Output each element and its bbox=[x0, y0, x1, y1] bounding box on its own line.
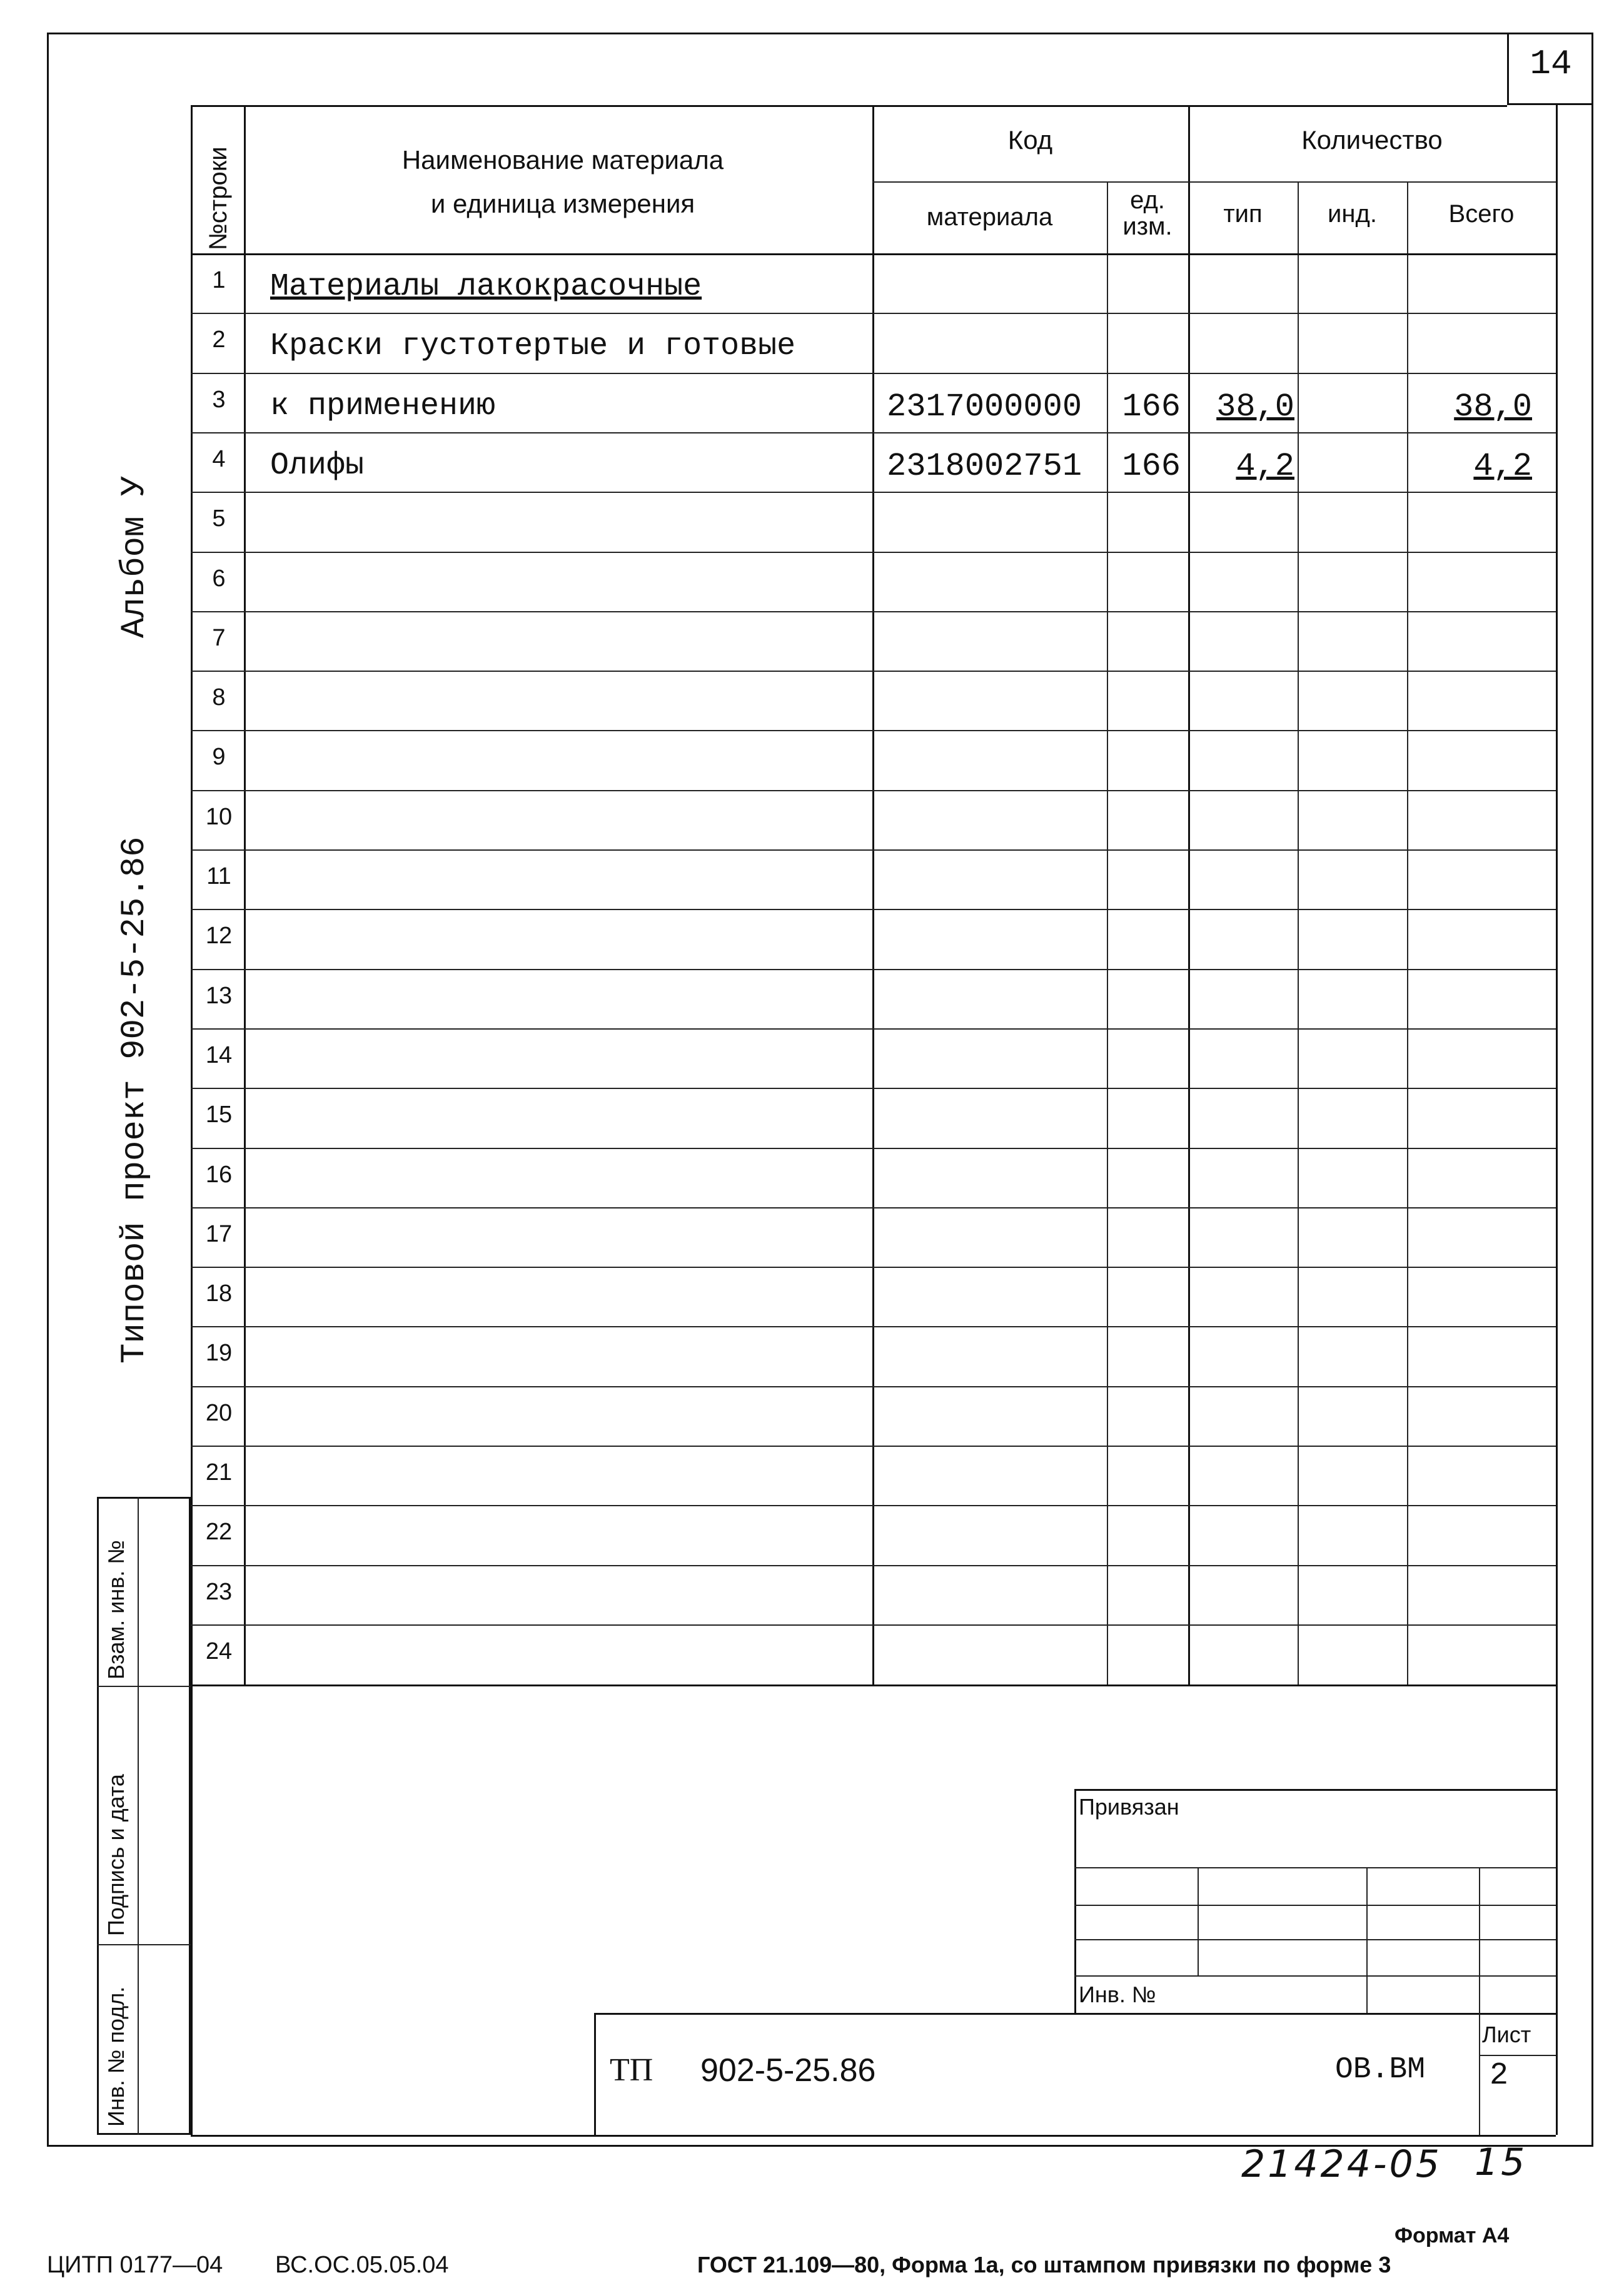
col-ind-right bbox=[1407, 181, 1408, 1685]
privyazan-line1 bbox=[1074, 1867, 1556, 1868]
row-number: 1 bbox=[212, 267, 226, 293]
col-name-right bbox=[872, 105, 874, 1685]
row-number: 13 bbox=[205, 982, 233, 1009]
row-number: 10 bbox=[205, 803, 233, 830]
row-number: 2 bbox=[212, 327, 226, 353]
row-divider bbox=[191, 373, 1556, 374]
row-name: Краски густотертые и готовые bbox=[270, 328, 796, 365]
side-podpis-data: Подпись и дата bbox=[103, 1774, 129, 1936]
side-project: Типовой проект 902-5-25.86 bbox=[116, 836, 154, 1364]
row-number: 16 bbox=[205, 1161, 233, 1188]
privyazan-label: Привязан bbox=[1079, 1794, 1179, 1820]
row-number: 20 bbox=[205, 1399, 233, 1426]
header-kolichestvo: Количество bbox=[1301, 125, 1443, 155]
main-stamp-bottom bbox=[191, 2135, 1556, 2137]
row-number: 12 bbox=[205, 923, 233, 950]
col-rownum-right bbox=[244, 105, 246, 1685]
header-tip: тип bbox=[1223, 200, 1263, 228]
row-divider bbox=[191, 671, 1556, 672]
side-vzam-inv: Взам. инв. № bbox=[103, 1539, 129, 1680]
row-number: 9 bbox=[212, 744, 226, 771]
row-number: 3 bbox=[212, 386, 226, 413]
row-number: 14 bbox=[205, 1041, 233, 1068]
row-number: 21 bbox=[205, 1459, 233, 1486]
stamp-area-top bbox=[191, 1685, 1556, 1686]
row-total: 4,2 bbox=[1473, 447, 1532, 485]
main-frame-left bbox=[191, 105, 193, 2135]
row-divider bbox=[191, 1207, 1556, 1208]
col-tip-right bbox=[1298, 181, 1299, 1685]
header-kod: Код bbox=[1007, 125, 1053, 155]
header-ed-izm-2: изм. bbox=[1122, 213, 1173, 240]
row-divider bbox=[191, 1505, 1556, 1506]
privyazan-line3 bbox=[1074, 1939, 1556, 1940]
row-number: 18 bbox=[205, 1280, 233, 1307]
footer-format: Формат А4 bbox=[1395, 2224, 1510, 2247]
footer-gost: ГОСТ 21.109—80, Форма 1а, со штампом привязки по форме 3 bbox=[697, 2252, 1391, 2277]
row-name: Олифы bbox=[270, 447, 365, 484]
row-number: 6 bbox=[212, 565, 226, 592]
row-divider bbox=[191, 1028, 1556, 1030]
row-divider bbox=[191, 432, 1556, 433]
side-album: Альбом У bbox=[116, 475, 154, 638]
stamp-doc: ТП bbox=[610, 2052, 653, 2088]
privyazan-line2 bbox=[1074, 1905, 1556, 1906]
row-name: Материалы лакокрасочные bbox=[270, 269, 702, 305]
row-divider bbox=[191, 611, 1556, 612]
row-number: 8 bbox=[212, 684, 226, 711]
privyazan-col3 bbox=[1479, 1867, 1480, 2014]
page-number: 14 bbox=[1530, 44, 1572, 84]
row-number: 7 bbox=[212, 624, 226, 651]
side-stamp-divider bbox=[138, 1497, 139, 2135]
footer-left1: ЦИТП 0177—04 bbox=[47, 2252, 223, 2278]
row-divider bbox=[191, 1386, 1556, 1387]
row-code: 2318002751 bbox=[887, 447, 1082, 485]
stamp-doc-number: 902-5-25.86 bbox=[700, 2052, 876, 2089]
row-divider bbox=[191, 1267, 1556, 1268]
row-number: 19 bbox=[205, 1340, 233, 1367]
row-number: 4 bbox=[212, 445, 226, 472]
header-vsego: Всего bbox=[1448, 200, 1515, 228]
stamp-mark: ОВ.ВМ bbox=[1335, 2053, 1426, 2087]
row-number: 11 bbox=[206, 863, 231, 889]
footer-left2: ВС.ОС.05.05.04 bbox=[275, 2252, 449, 2278]
stamp-list-label: Лист bbox=[1482, 2022, 1531, 2047]
row-total: 38,0 bbox=[1454, 388, 1532, 425]
row-name: к применению bbox=[270, 388, 496, 424]
col-unit-right bbox=[1188, 105, 1190, 1685]
row-code: 2317000000 bbox=[887, 388, 1082, 425]
row-divider bbox=[191, 1148, 1556, 1149]
row-unit: 166 bbox=[1122, 447, 1181, 485]
row-number: 5 bbox=[212, 505, 226, 532]
row-number: 15 bbox=[205, 1102, 233, 1128]
row-number: 17 bbox=[205, 1220, 233, 1247]
stamp-list-value: 2 bbox=[1490, 2058, 1509, 2094]
header-ind: инд. bbox=[1328, 200, 1377, 228]
row-divider bbox=[191, 1088, 1556, 1089]
privyazan-block bbox=[1074, 1789, 1556, 2014]
main-frame-right bbox=[1556, 105, 1558, 2135]
row-divider bbox=[191, 552, 1556, 553]
row-divider bbox=[191, 492, 1556, 493]
header-ed-izm-1: ед. bbox=[1130, 186, 1165, 214]
row-divider bbox=[191, 1624, 1556, 1626]
main-stamp-list-divider bbox=[1479, 2013, 1480, 2135]
row-number: 23 bbox=[205, 1578, 233, 1605]
row-divider bbox=[191, 1326, 1556, 1327]
row-divider bbox=[191, 730, 1556, 731]
header-name-line2: и единица измерения bbox=[430, 189, 695, 218]
row-divider bbox=[191, 1446, 1556, 1447]
row-divider bbox=[191, 849, 1556, 851]
header-row-no: №строки bbox=[204, 146, 232, 250]
header-name-line1: Наименование материала bbox=[401, 145, 724, 175]
privyazan-line4 bbox=[1074, 1975, 1556, 1977]
row-tip: 4,2 bbox=[1236, 447, 1294, 485]
side-stamp-row1 bbox=[97, 1686, 191, 1687]
row-divider bbox=[191, 1565, 1556, 1566]
row-divider bbox=[191, 790, 1556, 791]
privyazan-col1 bbox=[1198, 1867, 1199, 1977]
header-subrow-line bbox=[872, 181, 1556, 183]
row-number: 22 bbox=[205, 1519, 233, 1546]
side-inv-podl: Инв. № подл. bbox=[103, 1986, 129, 2127]
row-unit: 166 bbox=[1122, 388, 1181, 425]
handwritten-number-2: 15 bbox=[1475, 2141, 1528, 2184]
privyazan-col2 bbox=[1366, 1867, 1368, 2014]
row-divider bbox=[191, 313, 1556, 314]
row-divider bbox=[191, 909, 1556, 910]
header-material: материала bbox=[926, 203, 1053, 231]
inv-no-label: Инв. № bbox=[1079, 1982, 1156, 2007]
row-divider bbox=[191, 969, 1556, 970]
col-code-right bbox=[1107, 181, 1108, 1685]
handwritten-number: 21424-05 bbox=[1241, 2142, 1442, 2186]
row-number: 24 bbox=[205, 1638, 233, 1664]
main-stamp-list-line bbox=[1479, 2055, 1556, 2056]
header-bottom-line bbox=[191, 253, 1556, 255]
side-stamp-row2 bbox=[97, 1944, 191, 1945]
row-tip: 38,0 bbox=[1216, 388, 1294, 425]
main-frame-top bbox=[191, 105, 1507, 107]
